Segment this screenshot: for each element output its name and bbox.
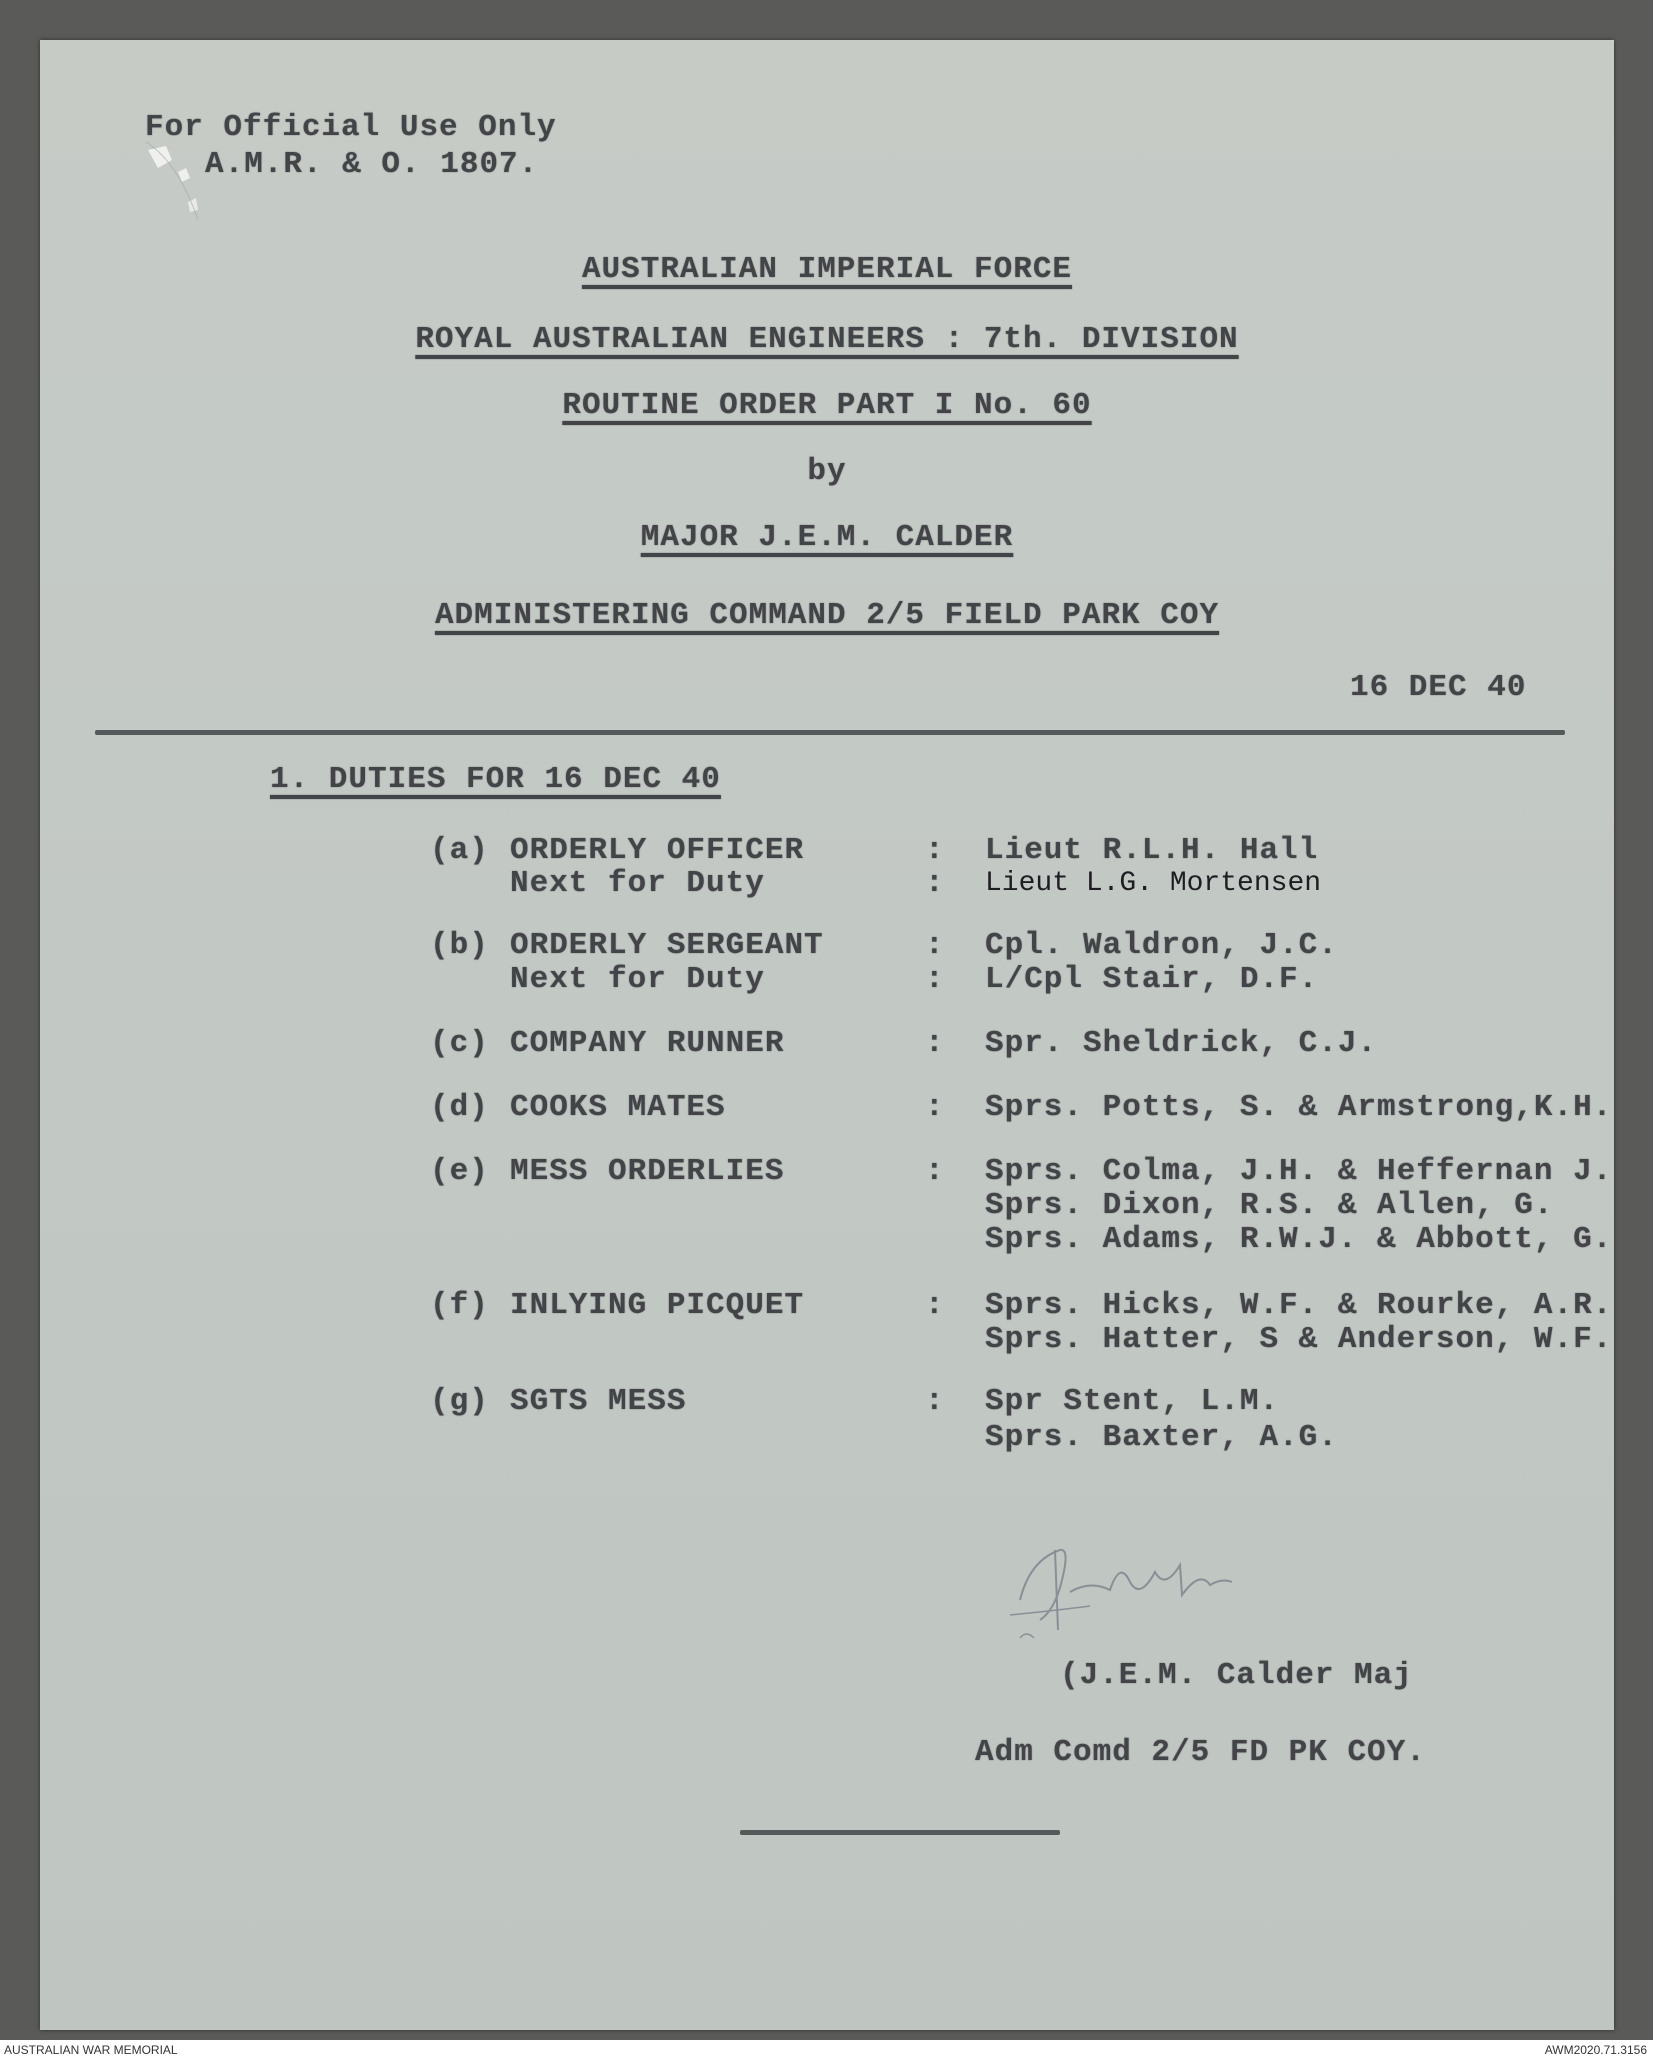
duty-label: Next for Duty [510,866,765,901]
document-page [40,40,1614,2030]
heading-command: ADMINISTERING COMMAND 2/5 FIELD PARK COY [434,598,1220,633]
duty-colon: : [925,1026,945,1061]
duty-name: Spr Stent, L.M. [985,1384,1280,1419]
order-date: 16 DEC 40 [1350,670,1527,705]
duty-name: Sprs. Potts, S. & Armstrong,K.H. [985,1090,1613,1125]
duty-name: Sprs. Hicks, W.F. & Rourke, A.R. [985,1288,1613,1323]
duty-name: Sprs. Hatter, S & Anderson, W.F. [985,1322,1613,1357]
official-use-line1: For Official Use Only [145,110,557,145]
duty-letter: (g) [430,1384,489,1419]
signatory-name: (J.E.M. Calder Maj [1060,1658,1413,1693]
duty-letter: (d) [430,1090,489,1125]
duty-letter: (e) [430,1154,489,1189]
signatory-title: Adm Comd 2/5 FD PK COY. [975,1735,1426,1770]
duty-label: COOKS MATES [510,1090,726,1125]
duty-colon: : [925,962,945,997]
duty-name: Sprs. Adams, R.W.J. & Abbott, G. [985,1222,1613,1257]
duty-letter: (a) [430,833,489,868]
archive-reference: AWM2020.71.3156 [1544,2043,1647,2057]
duty-colon: : [925,1090,945,1125]
section-title: 1. DUTIES FOR 16 DEC 40 [270,762,721,797]
duty-name: Lieut L.G. Mortensen [985,868,1322,899]
duty-colon: : [925,866,945,901]
archive-credit: AUSTRALIAN WAR MEMORIAL [4,2043,178,2057]
duty-colon: : [925,1288,945,1323]
duty-name: L/Cpl Stair, D.F. [985,962,1319,997]
closing-rule [740,1830,1060,1835]
duty-colon: : [925,1384,945,1419]
archive-footer [0,2040,1653,2061]
duty-colon: : [925,833,945,868]
duty-name: Sprs. Colma, J.H. & Heffernan J. [985,1154,1613,1189]
duty-letter: (b) [430,928,489,963]
divider-rule [95,730,1565,735]
duty-label: INLYING PICQUET [510,1288,805,1323]
duty-colon: : [925,928,945,963]
heading-order: ROUTINE ORDER PART I No. 60 [562,388,1092,423]
official-use-line2: A.M.R. & O. 1807. [205,147,539,182]
duty-label: Next for Duty [510,962,765,997]
duty-label: SGTS MESS [510,1384,687,1419]
duty-label: ORDERLY OFFICER [510,833,805,868]
heading-force: AUSTRALIAN IMPERIAL FORCE [581,252,1073,287]
duty-name: Lieut R.L.H. Hall [985,833,1319,868]
duty-name: Cpl. Waldron, J.C. [985,928,1338,963]
heading-unit: ROYAL AUSTRALIAN ENGINEERS : 7th. DIVISION [415,322,1239,357]
duty-label: MESS ORDERLIES [510,1154,785,1189]
duty-letter: (f) [430,1288,489,1323]
duty-name: Sprs. Dixon, R.S. & Allen, G. [985,1188,1554,1223]
duty-label: ORDERLY SERGEANT [510,928,824,963]
heading-commander: MAJOR J.E.M. CALDER [640,520,1014,555]
heading-by: by [807,454,847,489]
duty-letter: (c) [430,1026,489,1061]
duty-name: Spr. Sheldrick, C.J. [985,1026,1378,1061]
duty-label: COMPANY RUNNER [510,1026,785,1061]
duty-name: Sprs. Baxter, A.G. [985,1420,1338,1455]
handwritten-signature [1000,1520,1260,1660]
duty-colon: : [925,1154,945,1189]
